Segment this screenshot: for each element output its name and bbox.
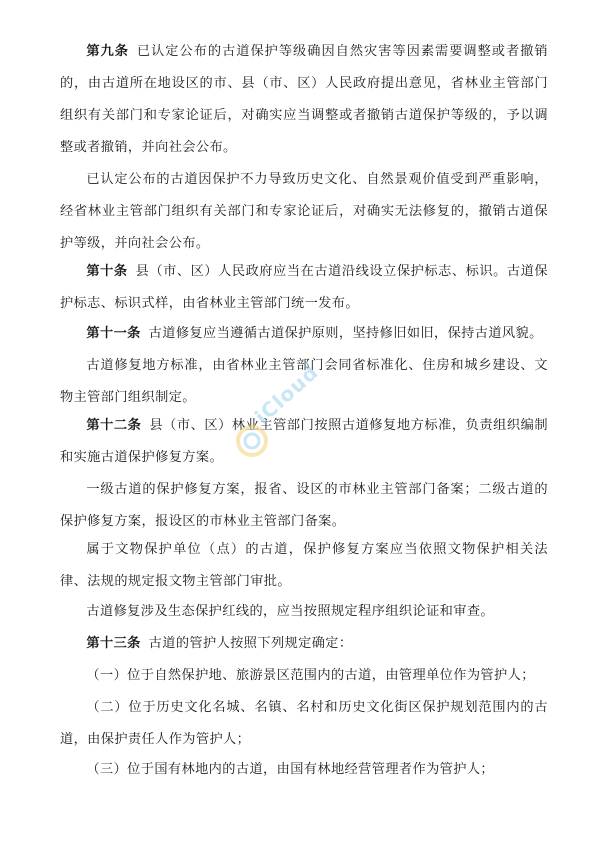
paragraph-article-13 — [60, 628, 548, 660]
article-heading: 第十条 — [86, 264, 128, 279]
paragraph-article-13-item-2 — [60, 692, 548, 756]
paragraph-article-13-item-3 — [60, 754, 548, 786]
paragraph-text: 属于文物保护单位（点）的古道，保护修复方案应当依照文物保护相关法律、法规的规定报文物主管部门审批。 — [60, 542, 548, 589]
paragraph-text: 古道修复地方标准，由省林业主管部门会同省标准化、住房和城乡建设、文物主管部门组织制定。 — [60, 358, 548, 405]
paragraph-text: （三）位于国有林地内的古道，由国有林地经营管理者作为管护人； — [86, 762, 495, 777]
article-heading: 第十二条 — [86, 418, 142, 433]
paragraph-text: 已认定公布的古道因保护不力导致历史文化、自然景观价值受到严重影响，经省林业主管部门组织有关部门和专家论证后，对确实无法修复的，撤销古道保护等级，并向社会公布。 — [60, 172, 548, 251]
article-heading: 第十三条 — [86, 636, 141, 651]
paragraph-text: 一级古道的保护修复方案，报省、设区的市林业主管部门备案；二级古道的保护修复方案，报设区的市林业主管部门备案。 — [60, 482, 548, 529]
paragraph-article-10 — [60, 256, 548, 320]
paragraph-text: 已认定公布的古道保护等级确因自然灾害等因素需要调整或者撤销的，由古道所在地设区的市、县（市、区）人民政府提出意见，省林业主管部门组织有关部门和专家论证后，对确实应当调整或者撤销古道保护等级的，予以调整或者撤销，并向社会公布。 — [60, 44, 548, 155]
paragraph-text: 古道的管护人按照下列规定确定： — [148, 636, 353, 651]
paragraph-article-12-4 — [60, 596, 548, 628]
paragraph-article-12-3 — [60, 534, 548, 598]
paragraph-article-11 — [60, 318, 548, 350]
paragraph-article-9-2 — [60, 164, 548, 260]
paragraph-article-12-2 — [60, 474, 548, 538]
article-heading: 第九条 — [86, 44, 129, 59]
paragraph-text: （一）位于自然保护地、旅游景区范围内的古道，由管理单位作为管护人； — [86, 668, 535, 683]
article-heading: 第十一条 — [86, 326, 141, 341]
paragraph-text: 县（市、区）人民政府应当在古道沿线设立保护标志、标识。古道保护标志、标识式样，由省林业主管部门统一发布。 — [60, 264, 548, 311]
watermark-text: iCloud — [250, 359, 324, 429]
paragraph-text: 县（市、区）林业主管部门按照古道修复地方标准，负责组织编制和实施古道保护修复方案。 — [60, 418, 548, 465]
watermark — [232, 359, 324, 465]
paragraph-text: 古道修复涉及生态保护红线的，应当按照规定程序组织论证和审查。 — [86, 604, 495, 619]
paragraph-article-13-item-1 — [60, 660, 548, 692]
paragraph-article-9 — [60, 36, 548, 164]
paragraph-text: （二）位于历史文化名城、名镇、名村和历史文化街区保护规划范围内的古道，由保护责任人作为管护人； — [60, 700, 548, 747]
paragraph-text: 古道修复应当遵循古道保护原则，坚持修旧如旧，保持古道风貌。 — [148, 326, 543, 341]
